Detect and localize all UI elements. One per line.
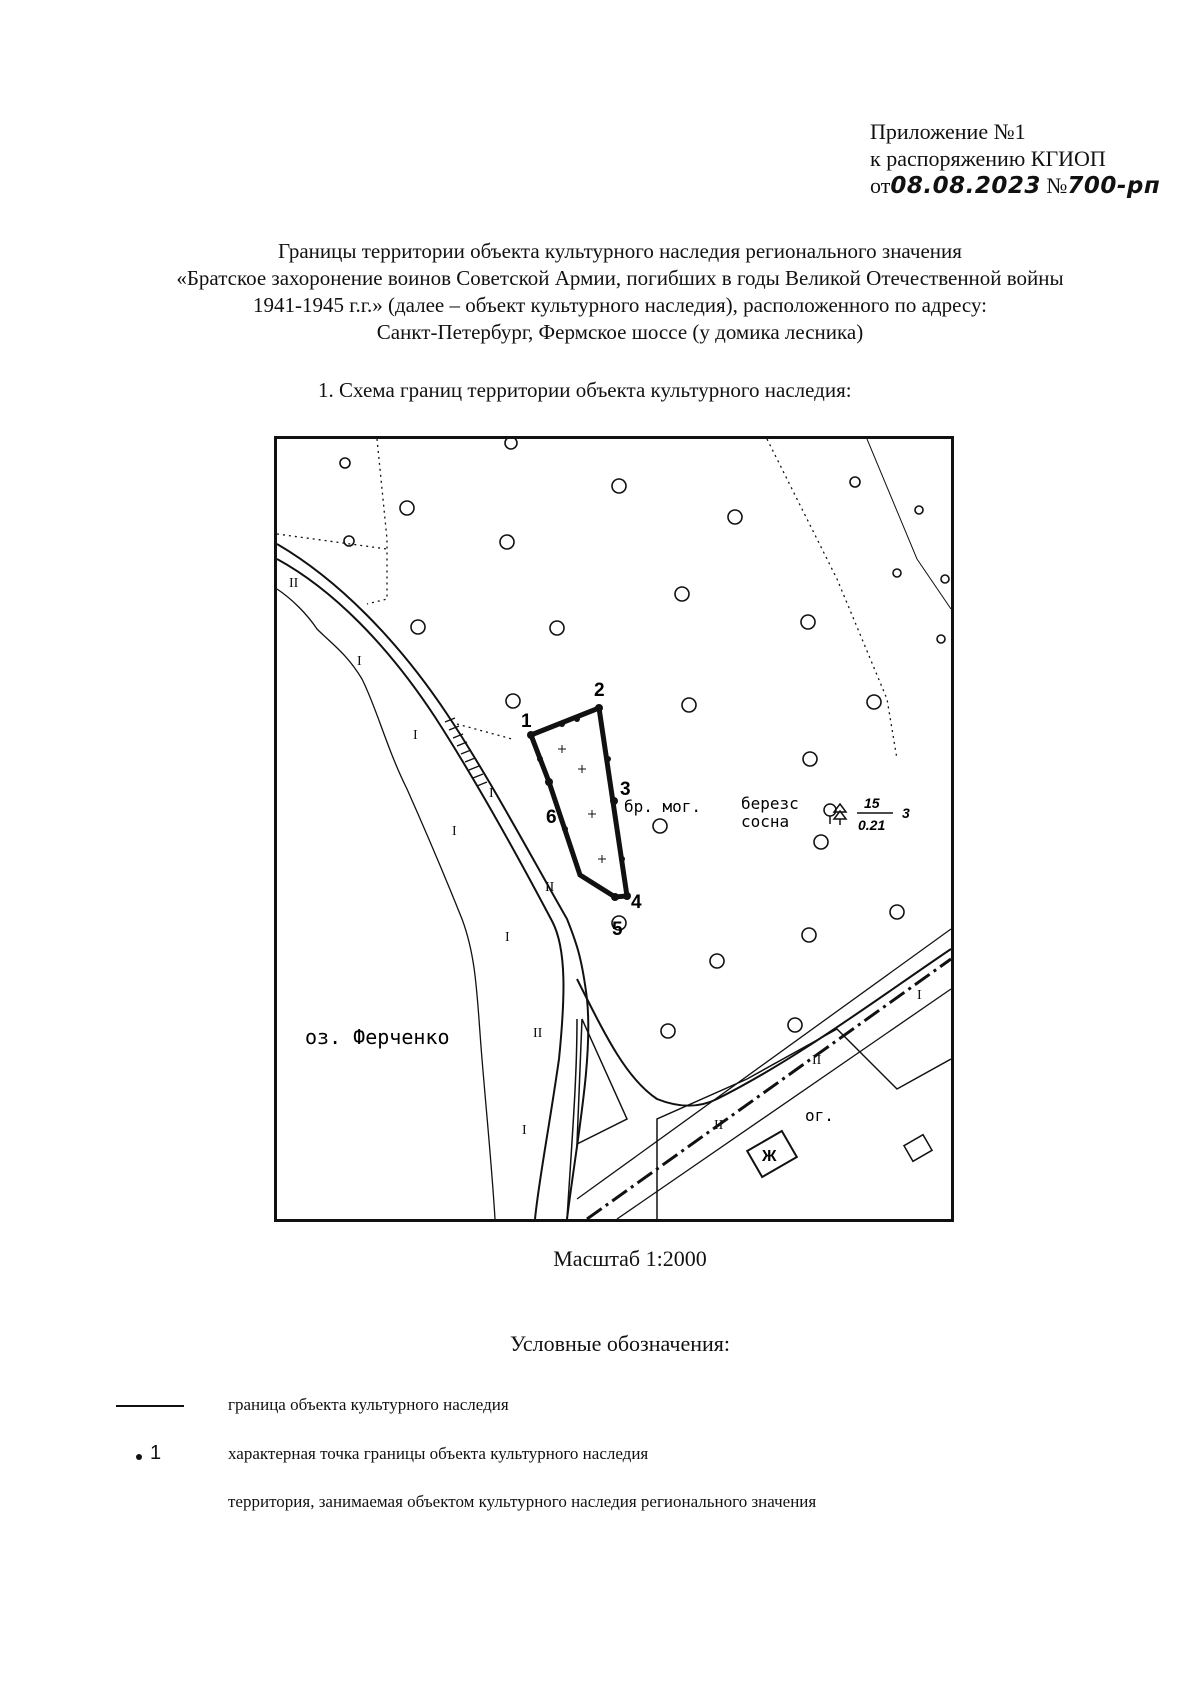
forest-top: 15 (864, 795, 880, 811)
point-label-1: 1 (521, 711, 532, 732)
mark-i: I (917, 988, 922, 1003)
label-forest-1: березс (741, 794, 799, 813)
tree-markers (340, 439, 949, 1038)
title-line-1: Границы территории объекта культурного наследия регионального значения (278, 239, 962, 263)
date-prefix: от (870, 173, 891, 198)
point-label-4: 4 (631, 892, 642, 913)
appendix-title: Приложение №1 (870, 119, 1026, 144)
title-line-2: «Братское захоронение воинов Советской Армии, погибших в годы Великой Отечественной войны (176, 266, 1064, 290)
point-label-3: 3 (620, 779, 631, 800)
legend-symbol-area (116, 1490, 186, 1520)
dotted-boundary-2 (767, 439, 897, 759)
legend-item-area (0, 1490, 1200, 1520)
legend-text-point: характерная точка границы объекта культурного наследия (228, 1444, 649, 1463)
label-garden: ог. (805, 1106, 834, 1125)
mark-i: I (357, 654, 362, 669)
label-lake: оз. Ферченко (305, 1025, 450, 1049)
order-date: 08.08.2023 (890, 173, 1041, 199)
label-bratsk-grave: бр. мог. (624, 797, 702, 816)
mark-ii: II (714, 1118, 724, 1133)
point-label-2: 2 (594, 680, 605, 701)
number-prefix: № (1046, 173, 1068, 198)
mark-i: I (452, 824, 457, 839)
label-building: Ж (762, 1148, 777, 1165)
road-edge-outer (277, 544, 588, 1219)
legend-item-point (0, 1442, 1200, 1472)
mark-i: I (413, 728, 418, 743)
legend-text-area: территория, занимаемая объектом культурного наследия регионального значения (228, 1492, 817, 1511)
dotted-boundary-3 (277, 534, 387, 549)
title-line-3: 1941-1945 г.г.» (далее – объект культурного наследия), расположенного по адресу: (252, 293, 988, 317)
mark-i: I (522, 1123, 527, 1138)
appendix-header (870, 118, 1160, 200)
forest-right: 3 (902, 805, 910, 821)
dotted-boundary-1 (367, 439, 387, 604)
interior-crosses (558, 745, 606, 863)
mark-ii: II (533, 1026, 543, 1041)
document-title (60, 238, 1180, 346)
forest-symbol (824, 804, 846, 825)
legend-title: Условные обозначения: (509, 1331, 731, 1356)
small-building (904, 1135, 932, 1162)
title-line-4: Санкт-Петербург, Фермское шоссе (у домика лесника) (376, 320, 864, 344)
mark-ii: II (812, 1053, 822, 1068)
legend-point-number: 1 (150, 1442, 162, 1464)
order-number: 700-рп (1067, 173, 1161, 199)
legend-symbol-line (116, 1393, 186, 1423)
lake-shoreline (277, 589, 495, 1219)
map-scale: Масштаб 1:2000 (553, 1246, 707, 1271)
point-label-6: 6 (546, 807, 557, 828)
legend-text-boundary: граница объекта культурного наследия (228, 1395, 509, 1414)
mark-i: I (489, 786, 494, 801)
legend-symbol-point (116, 1442, 186, 1472)
dotted-boundary-4 (457, 724, 512, 739)
mark-ii: II (289, 576, 299, 591)
road-hatching (445, 718, 487, 786)
order-line: к распоряжению КГИОП (870, 146, 1106, 171)
point-label-5: 5 (612, 919, 623, 940)
dotted-boundary-5 (867, 439, 951, 609)
legend-item-boundary (0, 1393, 1200, 1423)
mark-ii: II (545, 880, 555, 895)
mark-i: I (505, 930, 510, 945)
building-block (657, 1029, 951, 1219)
section-heading: 1. Схема границ территории объекта культурного наследия: (318, 378, 852, 402)
forest-bottom: 0.21 (858, 817, 886, 833)
label-forest-2: сосна (741, 812, 790, 831)
road-edge-inner (277, 559, 563, 1219)
boundary-map (274, 436, 954, 1222)
date-number-line (870, 172, 1160, 200)
